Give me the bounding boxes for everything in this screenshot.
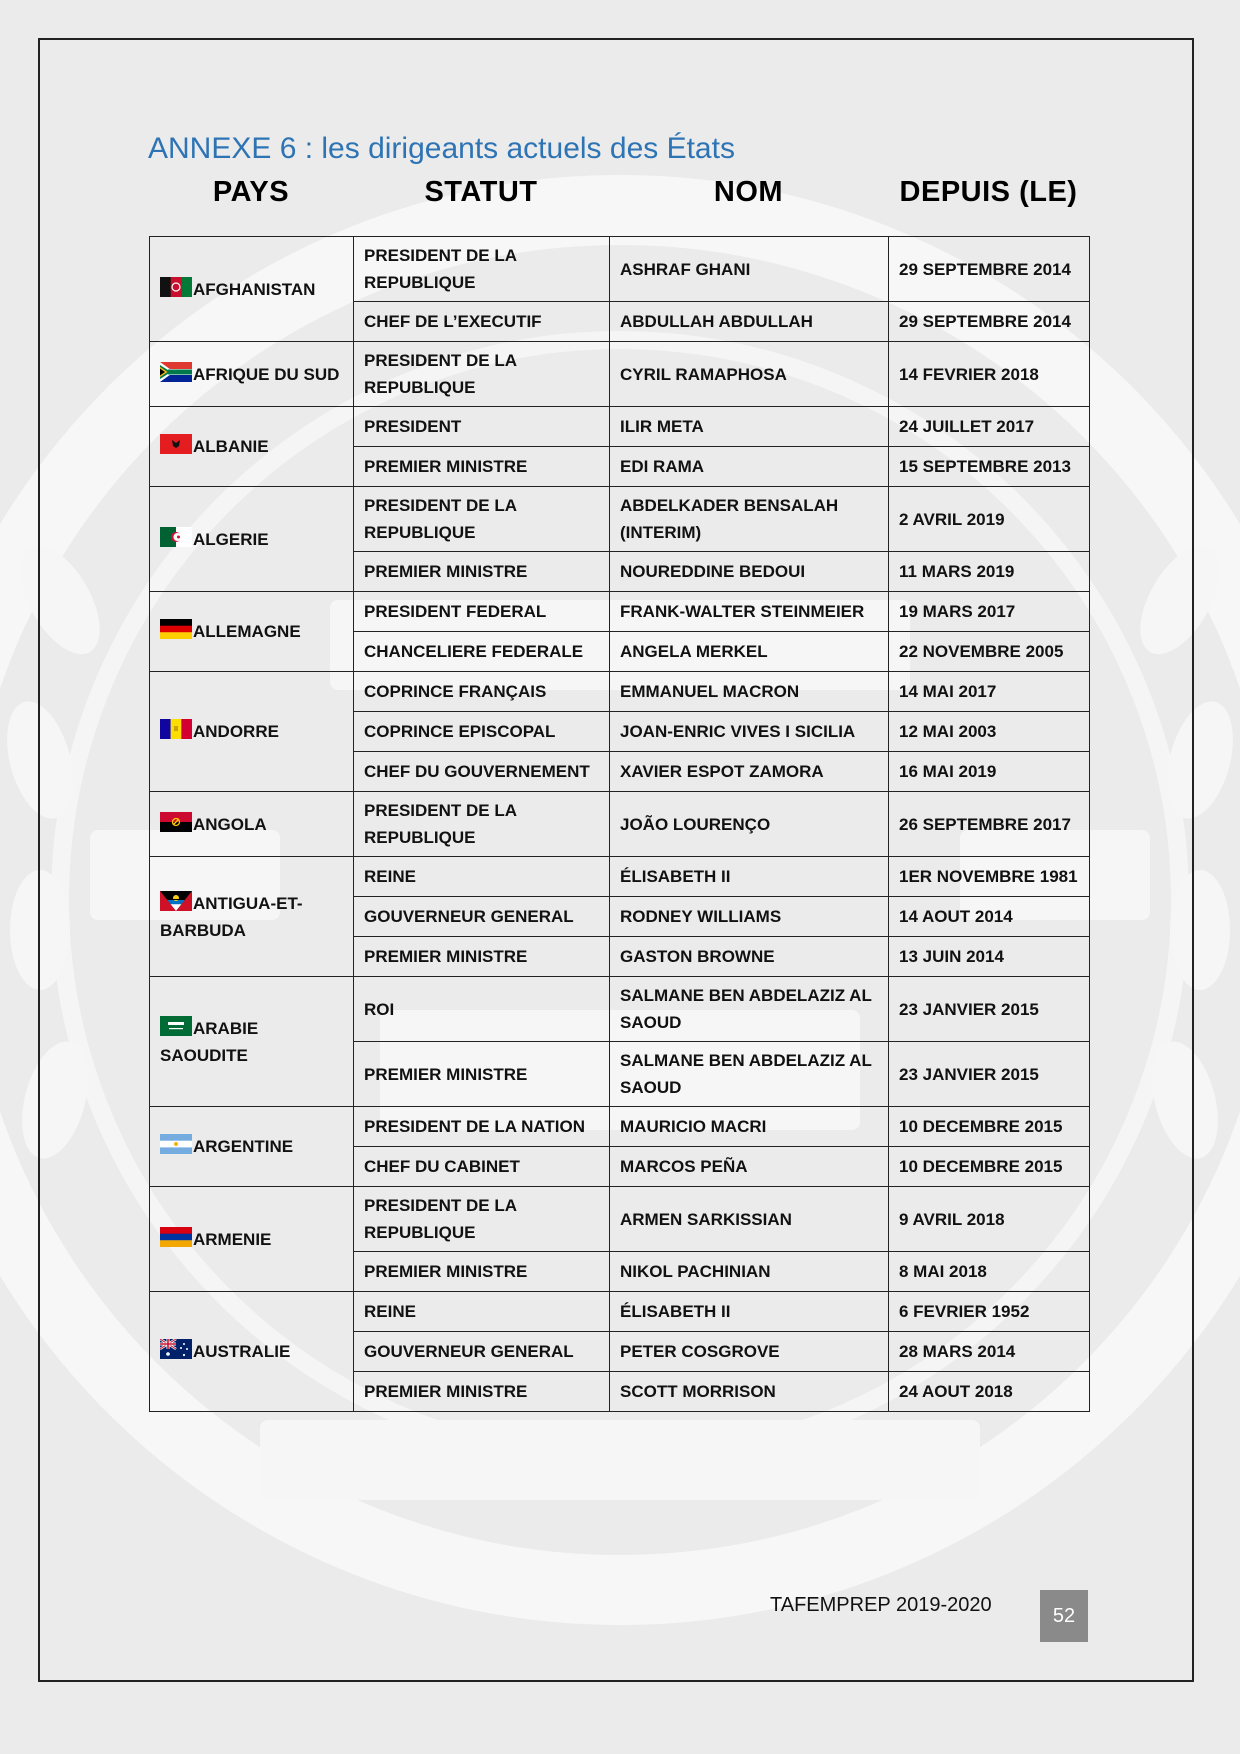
nom-cell: ILIR META bbox=[610, 407, 889, 447]
depuis-cell: 24 JUILLET 2017 bbox=[889, 407, 1090, 447]
nom-cell: ARMEN SARKISSIAN bbox=[610, 1187, 889, 1252]
depuis-cell: 12 MAI 2003 bbox=[889, 712, 1090, 752]
depuis-cell: 14 AOUT 2014 bbox=[889, 897, 1090, 937]
table-row bbox=[150, 792, 1090, 857]
depuis-cell: 29 SEPTEMBRE 2014 bbox=[889, 302, 1090, 342]
nom-cell: SCOTT MORRISON bbox=[610, 1372, 889, 1412]
depuis-cell: 19 MARS 2017 bbox=[889, 592, 1090, 632]
country-name: ALBANIE bbox=[193, 437, 269, 456]
nom-cell: JOAN-ENRIC VIVES I SICILIA bbox=[610, 712, 889, 752]
depuis-cell: 16 MAI 2019 bbox=[889, 752, 1090, 792]
table-row bbox=[150, 672, 1090, 712]
nom-cell: ÉLISABETH II bbox=[610, 857, 889, 897]
depuis-cell: 13 JUIN 2014 bbox=[889, 937, 1090, 977]
nom-cell: XAVIER ESPOT ZAMORA bbox=[610, 752, 889, 792]
country-cell bbox=[150, 487, 354, 592]
statut-cell: ROI bbox=[354, 977, 610, 1042]
depuis-cell: 10 DECEMBRE 2015 bbox=[889, 1147, 1090, 1187]
nom-cell: SALMANE BEN ABDELAZIZ AL SAOUD bbox=[610, 1042, 889, 1107]
country-cell bbox=[150, 1107, 354, 1187]
country-cell bbox=[150, 407, 354, 487]
algeria-flag-icon bbox=[160, 527, 192, 547]
statut-cell: COPRINCE FRANÇAIS bbox=[354, 672, 610, 712]
table-row bbox=[150, 487, 1090, 552]
saudi-arabia-flag-icon bbox=[160, 1016, 192, 1036]
country-name: ALGERIE bbox=[193, 529, 269, 549]
statut-cell: PRESIDENT DE LA REPUBLIQUE bbox=[354, 342, 610, 407]
country-name: AFGHANISTAN bbox=[193, 279, 316, 299]
statut-cell: PRESIDENT FEDERAL bbox=[354, 592, 610, 632]
nom-cell: NIKOL PACHINIAN bbox=[610, 1252, 889, 1292]
afghanistan-flag-icon bbox=[160, 277, 192, 297]
country-name: ARABIE SAOUDITE bbox=[160, 1018, 259, 1065]
country-name: ANTIGUA-ET-BARBUDA bbox=[160, 893, 303, 940]
header-depuis: DEPUIS (LE) bbox=[899, 176, 1078, 208]
country-cell bbox=[150, 792, 354, 857]
statut-cell: GOUVERNEUR GENERAL bbox=[354, 1332, 610, 1372]
depuis-cell: 10 DECEMBRE 2015 bbox=[889, 1107, 1090, 1147]
nom-cell: MARCOS PEÑA bbox=[610, 1147, 889, 1187]
statut-cell: PREMIER MINISTRE bbox=[354, 1252, 610, 1292]
statut-cell: REINE bbox=[354, 857, 610, 897]
statut-cell: CHANCELIERE FEDERALE bbox=[354, 632, 610, 672]
depuis-cell: 22 NOVEMBRE 2005 bbox=[889, 632, 1090, 672]
nom-cell: GASTON BROWNE bbox=[610, 937, 889, 977]
nom-cell: CYRIL RAMAPHOSA bbox=[610, 342, 889, 407]
statut-cell: CHEF DE L’EXECUTIF bbox=[354, 302, 610, 342]
depuis-cell: 23 JANVIER 2015 bbox=[889, 977, 1090, 1042]
country-name: ANDORRE bbox=[193, 722, 279, 741]
depuis-cell: 23 JANVIER 2015 bbox=[889, 1042, 1090, 1107]
nom-cell: ABDULLAH ABDULLAH bbox=[610, 302, 889, 342]
nom-cell: PETER COSGROVE bbox=[610, 1332, 889, 1372]
nom-cell: ANGELA MERKEL bbox=[610, 632, 889, 672]
page-number: 52 bbox=[1040, 1590, 1088, 1642]
country-cell bbox=[150, 592, 354, 672]
footer-label: TAFEMPREP 2019-2020 bbox=[770, 1594, 992, 1616]
table-row bbox=[150, 407, 1090, 447]
column-headers bbox=[0, 176, 1240, 220]
statut-cell: PREMIER MINISTRE bbox=[354, 552, 610, 592]
nom-cell: ASHRAF GHANI bbox=[610, 237, 889, 302]
depuis-cell: 14 FEVRIER 2018 bbox=[889, 342, 1090, 407]
nom-cell: JOÃO LOURENÇO bbox=[610, 792, 889, 857]
statut-cell: COPRINCE EPISCOPAL bbox=[354, 712, 610, 752]
argentina-flag-icon bbox=[160, 1134, 192, 1154]
depuis-cell: 1ER NOVEMBRE 1981 bbox=[889, 857, 1090, 897]
table-row bbox=[150, 1107, 1090, 1147]
table-row bbox=[150, 342, 1090, 407]
australia-flag-icon bbox=[160, 1339, 192, 1359]
nom-cell: NOUREDDINE BEDOUI bbox=[610, 552, 889, 592]
depuis-cell: 28 MARS 2014 bbox=[889, 1332, 1090, 1372]
country-cell bbox=[150, 672, 354, 792]
country-name: ARMENIE bbox=[193, 1229, 272, 1249]
statut-cell: PREMIER MINISTRE bbox=[354, 937, 610, 977]
country-cell bbox=[150, 237, 354, 342]
germany-flag-icon bbox=[160, 619, 192, 639]
south-africa-flag-icon bbox=[160, 362, 192, 382]
leaders-table bbox=[149, 236, 1090, 1412]
statut-cell: PRESIDENT DE LA REPUBLIQUE bbox=[354, 237, 610, 302]
country-name: ALLEMAGNE bbox=[193, 622, 301, 641]
table-row bbox=[150, 977, 1090, 1042]
nom-cell: MAURICIO MACRI bbox=[610, 1107, 889, 1147]
nom-cell: EMMANUEL MACRON bbox=[610, 672, 889, 712]
statut-cell: CHEF DU GOUVERNEMENT bbox=[354, 752, 610, 792]
country-cell bbox=[150, 857, 354, 977]
antigua-barbuda-flag-icon bbox=[160, 891, 192, 911]
country-name: AUSTRALIE bbox=[193, 1342, 291, 1361]
depuis-cell: 8 MAI 2018 bbox=[889, 1252, 1090, 1292]
nom-cell: FRANK-WALTER STEINMEIER bbox=[610, 592, 889, 632]
statut-cell: CHEF DU CABINET bbox=[354, 1147, 610, 1187]
table-row bbox=[150, 857, 1090, 897]
nom-cell: ABDELKADER BENSALAH (INTERIM) bbox=[610, 487, 889, 552]
statut-cell: PRESIDENT bbox=[354, 407, 610, 447]
header-pays: PAYS bbox=[212, 176, 290, 208]
depuis-cell: 2 AVRIL 2019 bbox=[889, 487, 1090, 552]
andorra-flag-icon bbox=[160, 719, 192, 739]
depuis-cell: 14 MAI 2017 bbox=[889, 672, 1090, 712]
depuis-cell: 15 SEPTEMBRE 2013 bbox=[889, 447, 1090, 487]
depuis-cell: 26 SEPTEMBRE 2017 bbox=[889, 792, 1090, 857]
statut-cell: PRESIDENT DE LA REPUBLIQUE bbox=[354, 1187, 610, 1252]
header-nom: NOM bbox=[713, 176, 784, 208]
statut-cell: PRESIDENT DE LA NATION bbox=[354, 1107, 610, 1147]
depuis-cell: 24 AOUT 2018 bbox=[889, 1372, 1090, 1412]
statut-cell: PRESIDENT DE LA REPUBLIQUE bbox=[354, 792, 610, 857]
table-row bbox=[150, 1187, 1090, 1252]
country-cell bbox=[150, 1292, 354, 1412]
depuis-cell: 9 AVRIL 2018 bbox=[889, 1187, 1090, 1252]
country-name: AFRIQUE DU SUD bbox=[193, 364, 340, 384]
table-row bbox=[150, 1292, 1090, 1332]
country-name: ANGOLA bbox=[193, 814, 267, 834]
country-name: ARGENTINE bbox=[193, 1137, 294, 1156]
country-cell bbox=[150, 342, 354, 407]
page-title: ANNEXE 6 : les dirigeants actuels des États bbox=[148, 132, 735, 165]
nom-cell: ÉLISABETH II bbox=[610, 1292, 889, 1332]
angola-flag-icon bbox=[160, 812, 192, 832]
statut-cell: PREMIER MINISTRE bbox=[354, 1042, 610, 1107]
albania-flag-icon bbox=[160, 434, 192, 454]
statut-cell: PREMIER MINISTRE bbox=[354, 447, 610, 487]
country-cell bbox=[150, 1187, 354, 1292]
header-statut: STATUT bbox=[424, 176, 538, 208]
statut-cell: GOUVERNEUR GENERAL bbox=[354, 897, 610, 937]
depuis-cell: 11 MARS 2019 bbox=[889, 552, 1090, 592]
nom-cell: RODNEY WILLIAMS bbox=[610, 897, 889, 937]
country-cell bbox=[150, 977, 354, 1107]
statut-cell: PREMIER MINISTRE bbox=[354, 1372, 610, 1412]
depuis-cell: 29 SEPTEMBRE 2014 bbox=[889, 237, 1090, 302]
depuis-cell: 6 FEVRIER 1952 bbox=[889, 1292, 1090, 1332]
nom-cell: SALMANE BEN ABDELAZIZ AL SAOUD bbox=[610, 977, 889, 1042]
statut-cell: REINE bbox=[354, 1292, 610, 1332]
statut-cell: PRESIDENT DE LA REPUBLIQUE bbox=[354, 487, 610, 552]
table-row bbox=[150, 237, 1090, 302]
table-row bbox=[150, 592, 1090, 632]
armenia-flag-icon bbox=[160, 1227, 192, 1247]
nom-cell: EDI RAMA bbox=[610, 447, 889, 487]
